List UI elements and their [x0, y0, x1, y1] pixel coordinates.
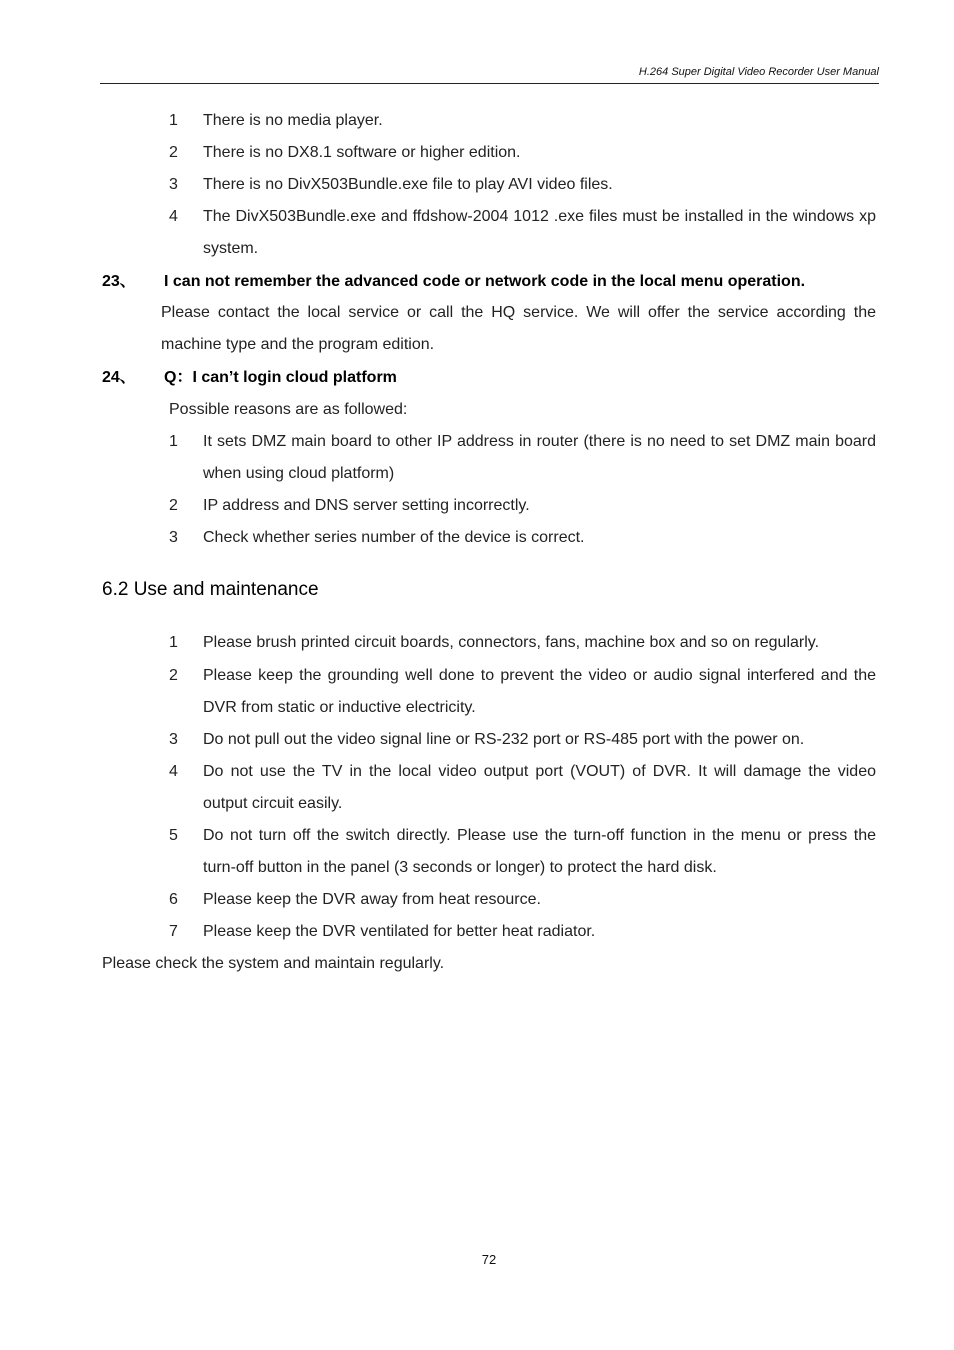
list-item-text: IP address and DNS server setting incorrectly. — [203, 497, 530, 514]
list-item-text: Do not turn off the switch directly. Please use the turn-off function in the menu or press the turn-off button in the panel (3 seconds or longer) to protect the hard disk. — [203, 827, 876, 876]
list-item-number: 5 — [169, 827, 178, 844]
list-item-text: Please keep the DVR ventilated for better heat radiator. — [203, 923, 596, 940]
question-text: I can not remember the advanced code or network code in the local menu operation. — [164, 273, 806, 290]
list-item-number: 2 — [169, 144, 178, 161]
list-item-text: Please brush printed circuit boards, connectors, fans, machine box and so on regularly. — [203, 634, 820, 651]
list-item-number: 1 — [169, 112, 178, 129]
list-item-number: 3 — [169, 176, 178, 193]
list-item-number: 1 — [169, 433, 178, 450]
list-item-text: The DivX503Bundle.exe and ffdshow-2004 1012 .exe files must be installed in the windows xp system. — [203, 208, 876, 257]
question-text: Q：I can’t login cloud platform — [164, 369, 397, 386]
running-header-title: H.264 Super Digital Video Recorder User Manual — [638, 66, 879, 78]
list-item-text: There is no media player. — [203, 112, 383, 129]
list-item-number: 6 — [169, 891, 178, 908]
question-number: 24、 — [102, 369, 136, 386]
closing-paragraph: Please check the system and maintain regularly. — [102, 955, 445, 972]
list-item-text: Do not pull out the video signal line or RS-232 port or RS-485 port with the power on. — [203, 731, 805, 748]
list-item-number: 1 — [169, 634, 178, 651]
list-item-text: Do not use the TV in the local video output port (VOUT) of DVR. It will damage the video output circuit easily. — [203, 763, 876, 812]
faq-answer-intro: Possible reasons are as followed: — [169, 401, 408, 418]
list-item-text: Check whether series number of the device is correct. — [203, 529, 585, 546]
list-item-text: There is no DX8.1 software or higher edition. — [203, 144, 521, 161]
header-rule — [100, 83, 879, 84]
faq-answer-23: Please contact the local service or call the HQ service. We will offer the service according the machine type and the program edition. — [161, 304, 876, 353]
list-item-text: Please keep the DVR away from heat resource. — [203, 891, 541, 908]
page-number: 72 — [481, 1252, 497, 1267]
list-item-number: 3 — [169, 731, 178, 748]
question-number: 23、 — [102, 273, 136, 290]
list-item-number: 4 — [169, 208, 178, 225]
list-item-text: It sets DMZ main board to other IP address in router (there is no need to set DMZ main board when using cloud platform) — [203, 433, 876, 482]
list-item-text: There is no DivX503Bundle.exe file to play AVI video files. — [203, 176, 613, 193]
list-item-number: 7 — [169, 923, 178, 940]
section-heading: 6.2 Use and maintenance — [102, 579, 319, 600]
list-item-number: 2 — [169, 667, 178, 684]
list-item-number: 3 — [169, 529, 178, 546]
list-item-number: 4 — [169, 763, 178, 780]
list-item-text: Please keep the grounding well done to prevent the video or audio signal interfered and the DVR from static or inductive electricity. — [203, 667, 876, 716]
list-item-number: 2 — [169, 497, 178, 514]
